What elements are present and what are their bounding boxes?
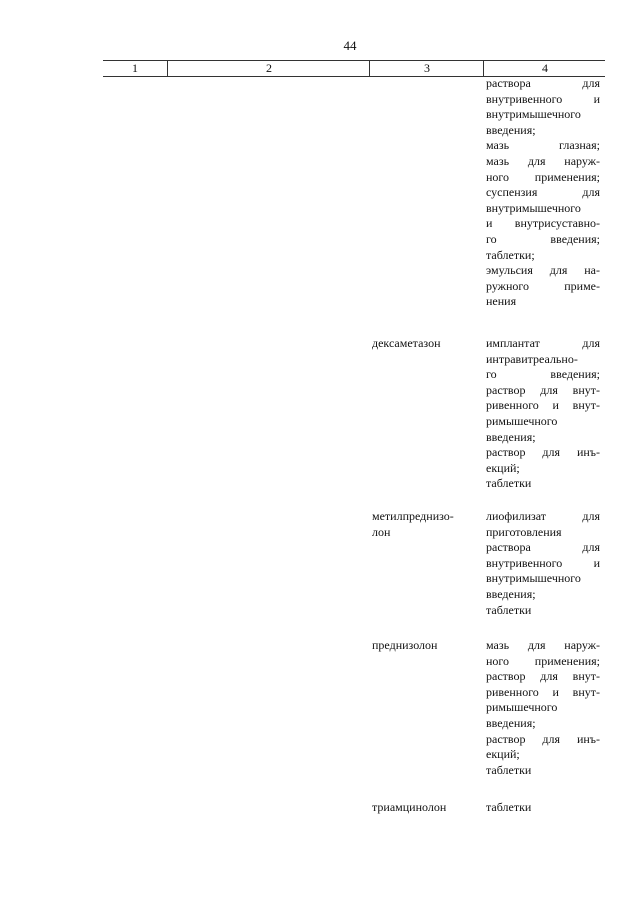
dosage-form-line: раствор для внут- [486,669,600,684]
dosage-form-line: суспензия для [486,185,600,200]
dosage-form-line: эмульсия для на- [486,263,600,278]
dosage-form-line: ривенного и внут- [486,398,600,413]
header-col-2: 2 [167,61,370,76]
dosage-form-line: таблетки [486,762,532,777]
dosage-form-line: го введения; [486,231,600,246]
dosage-form-line: мазь для наруж- [486,638,600,652]
dosage-form-line: и внутрисуставно- [486,216,600,231]
dosage-form-line: внутривенного и [486,555,600,570]
drug-table [103,60,605,77]
dosage-form-line: внутривенного и [486,91,600,106]
drug-name-line: триамцинолон [372,800,447,814]
dosage-form-line: раствора для [486,540,600,555]
dosage-forms [486,336,600,492]
dosage-form-line: таблетки; [486,247,535,262]
dosage-form-line: ружного приме- [486,278,600,293]
dosage-form-line: таблетки [486,800,532,814]
dosage-form-line: интравитреально- [486,351,578,366]
drug-name-line: преднизолон [372,638,438,652]
dosage-form-line: го введения; [486,367,600,382]
drug-name-line: дексаметазон [372,336,441,350]
dosage-form-line: ного применения; [486,653,600,668]
dosage-forms [486,638,600,778]
drug-name [372,509,480,540]
dosage-form-line: нения [486,294,517,309]
dosage-form-line: лиофилизат для [486,509,600,523]
dosage-form-line: римышечного [486,700,558,715]
table-header-row [103,60,605,77]
dosage-form-line: введения; [486,429,536,444]
dosage-forms [486,800,600,816]
dosage-form-line: внутримышечного [486,107,581,122]
dosage-form-line: ривенного и внут- [486,684,600,699]
dosage-form-line: таблетки [486,602,532,617]
dosage-form-line: внутримышечного [486,200,581,215]
dosage-form-line: раствора для [486,76,600,90]
drug-name [372,800,480,816]
drug-name-line: метилпреднизо- [372,509,454,523]
drug-name [372,638,480,654]
dosage-form-line: екций; [486,460,520,475]
dosage-form-line: введения; [486,586,536,601]
dosage-form-line: римышечного [486,413,558,428]
dosage-form-line: раствор для внут- [486,382,600,397]
header-col-4: 4 [483,61,606,76]
dosage-form-line: имплантат для [486,336,600,350]
dosage-form-line: раствор для инъ- [486,731,600,746]
dosage-form-line: таблетки [486,476,532,491]
dosage-form-line: введения; [486,715,536,730]
drug-name [372,336,480,352]
dosage-forms-continued [486,76,600,310]
dosage-form-line: ного применения; [486,169,600,184]
dosage-form-line: мазь глазная; [486,138,600,153]
page-number: 44 [343,38,357,53]
dosage-form-line: внутримышечного [486,571,581,586]
dosage-form-line: екций; [486,747,520,762]
dosage-forms [486,509,600,618]
drug-name-line: лон [372,524,391,539]
dosage-form-line: введения; [486,122,536,137]
header-col-3: 3 [369,61,484,76]
header-col-1: 1 [132,61,138,75]
dosage-form-line: раствор для инъ- [486,445,600,460]
dosage-form-line: приготовления [486,524,562,539]
dosage-form-line: мазь для наруж- [486,153,600,168]
